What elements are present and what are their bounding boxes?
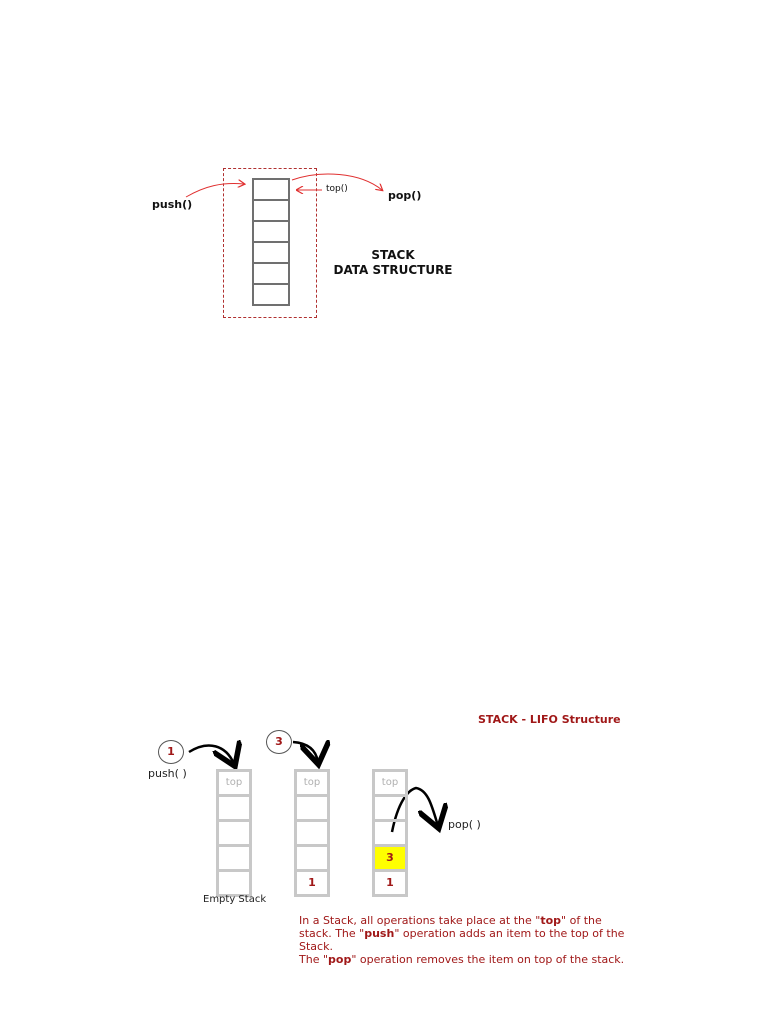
stack-top-cell: top <box>219 772 249 797</box>
empty-stack <box>216 769 252 897</box>
explanation-text <box>299 914 629 966</box>
pop-op-label: pop( ) <box>448 818 481 831</box>
empty-stack-caption: Empty Stack <box>203 894 267 905</box>
stack-cell <box>297 797 327 822</box>
push-arrow-1 <box>189 746 234 764</box>
stack-cell <box>219 822 249 847</box>
stack-cell <box>375 797 405 822</box>
stack-cell <box>219 847 249 872</box>
diagram-title-line2: DATA STRUCTURE <box>333 263 453 277</box>
push-arrow-3 <box>293 742 318 762</box>
top-label: top() <box>326 184 348 194</box>
stack-cell-value: 1 <box>375 872 405 897</box>
pop-arrow <box>292 174 382 190</box>
stack-cell <box>297 822 327 847</box>
pop-label: pop() <box>388 189 422 202</box>
stack-top-cell: top <box>375 772 405 797</box>
note-line-3: Stack. <box>299 940 333 953</box>
stack-after-push <box>294 769 330 897</box>
stack-cell-value: 1 <box>297 872 327 897</box>
stack-cell <box>219 797 249 822</box>
stack-before-pop <box>372 769 408 897</box>
item-circle-3: 3 <box>266 730 292 754</box>
diagram-title-line1: STACK <box>371 248 415 262</box>
stack-cell <box>375 822 405 847</box>
note-line-2: stack. The "push" operation adds an item to the top of the <box>299 927 625 940</box>
lifo-title: STACK - LIFO Structure <box>478 713 621 726</box>
note-line-4: The "pop" operation removes the item on top of the stack. <box>299 953 625 966</box>
push-arrow <box>186 184 244 197</box>
push-op-label: push( ) <box>148 767 187 780</box>
stack-cell-highlighted: 3 <box>375 847 405 872</box>
note-line-1: In a Stack, all operations take place at the "top" of the <box>299 914 602 927</box>
stack-top-cell: top <box>297 772 327 797</box>
item-circle-1: 1 <box>158 740 184 764</box>
push-label: push() <box>152 198 193 211</box>
stack-cell <box>297 847 327 872</box>
